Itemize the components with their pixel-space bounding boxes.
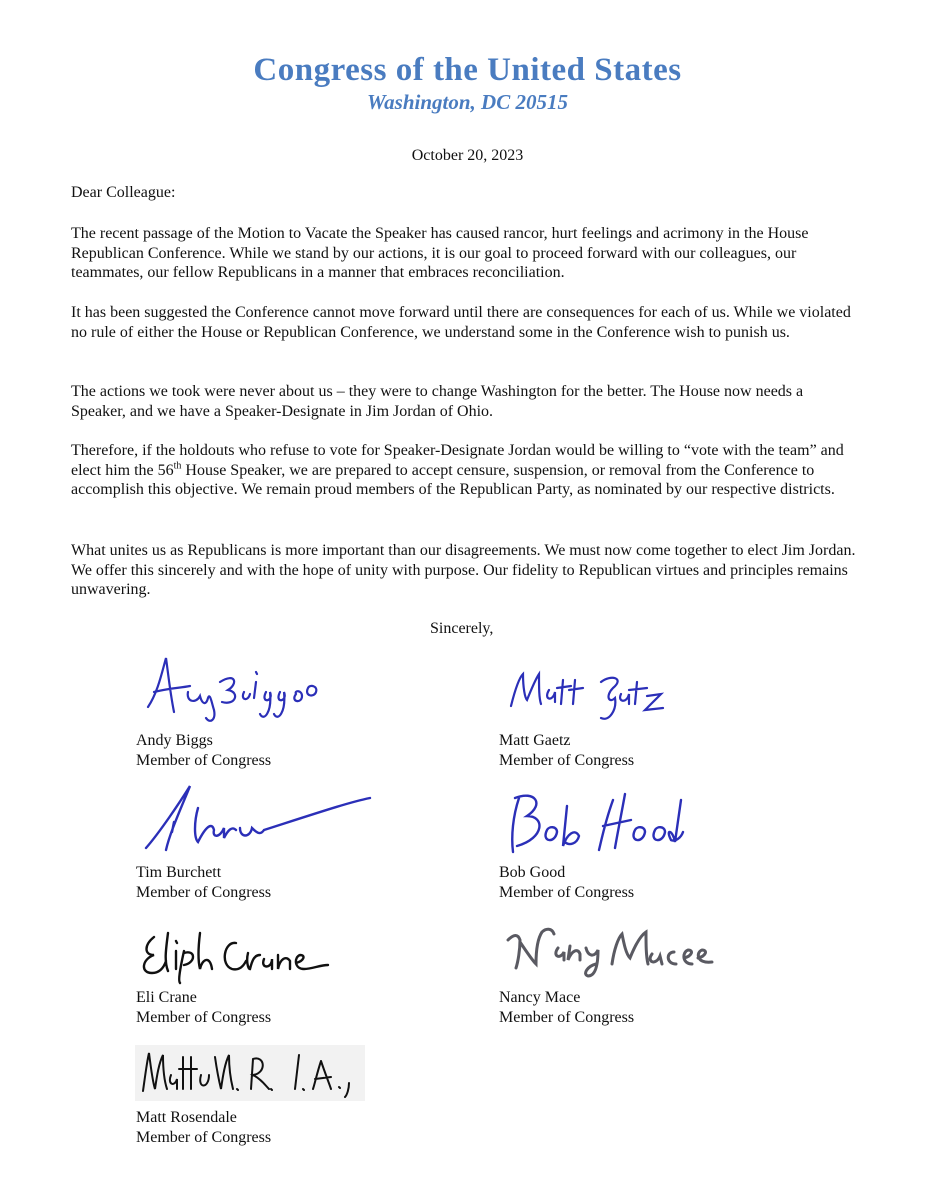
signature-andy-biggs: [140, 652, 330, 727]
signature-matt-gaetz: [505, 660, 675, 730]
signature-bob-good: [505, 786, 690, 861]
signer-title: Member of Congress: [136, 1008, 272, 1026]
signer-title: Member of Congress: [499, 1008, 635, 1026]
salutation: Dear Colleague:: [71, 184, 176, 201]
signature-nancy-mace: [502, 920, 717, 980]
paragraph-4-text-b: House Speaker, we are prepared to accept censure, suspension, or removal from the Conference to accomplish this objective. We remain proud members of the Republican Party, as nominated by our respective districts.: [71, 461, 835, 498]
paragraph-3: The actions we took were never about us – they were to change Washington for the better. The House now needs a Speaker, and we have a Speaker-Designate in Jim Jordan of Ohio.: [71, 383, 804, 420]
signer-block: [136, 863, 271, 902]
signer-name: Bob Good: [499, 864, 566, 881]
paragraph-1: The recent passage of the Motion to Vacate the Speaker has caused rancor, hurt feelings and acrimony in the House Republican Conference. While we stand by our actions, it is our goal to proceed forward with our colleagues, our teammates, our fellow Republicans in a manner that embraces reconciliation.: [71, 225, 809, 281]
signer-name: Nancy Mace: [499, 989, 581, 1006]
ordinal-suffix: th: [173, 460, 182, 472]
signature-eli-crane: [140, 925, 330, 985]
signer-block: [136, 988, 271, 1027]
signer-block: [136, 731, 271, 770]
letter-date: October 20, 2023: [411, 147, 524, 164]
signature-tim-burchett: [140, 782, 375, 862]
closing: Sincerely,: [430, 620, 494, 637]
signer-title: Member of Congress: [136, 751, 272, 769]
paragraph-4-text-a: Therefore, if the holdouts who refuse to vote for Speaker-Designate Jordan would be willing to “vote with the team” and elect him the 56: [71, 442, 844, 479]
paragraph-2: It has been suggested the Conference cannot move forward until there are consequences for each of us. While we violated no rule of either the House or Republican Conference, we understand some in the Conference wish to punish us.: [71, 304, 851, 341]
signer-name: Eli Crane: [136, 989, 197, 1006]
letterhead-address: Washington, DC 20515: [367, 90, 568, 114]
signer-name: Tim Burchett: [136, 864, 222, 881]
signer-title: Member of Congress: [499, 883, 635, 901]
signer-block: [499, 863, 634, 902]
signer-name: Andy Biggs: [136, 732, 213, 749]
signer-title: Member of Congress: [499, 751, 635, 769]
signer-block: [499, 731, 634, 770]
signer-block: [499, 988, 634, 1027]
paragraph-5: What unites us as Republicans is more important than our disagreements. We must now come together to elect Jim Jordan. We offer this sincerely and with the hope of unity with purpose. Our fidelity to Republican virtues and principles remains unwavering.: [71, 542, 856, 598]
signer-block: [136, 1108, 271, 1147]
letterhead-title: Congress of the United States: [253, 52, 682, 88]
signer-title: Member of Congress: [136, 883, 272, 901]
signature-matt-rosendale: [135, 1045, 370, 1105]
signer-title: Member of Congress: [136, 1128, 272, 1146]
signer-name: Matt Rosendale: [136, 1109, 237, 1126]
signer-name: Matt Gaetz: [499, 732, 571, 749]
paragraph-4: [71, 441, 861, 500]
